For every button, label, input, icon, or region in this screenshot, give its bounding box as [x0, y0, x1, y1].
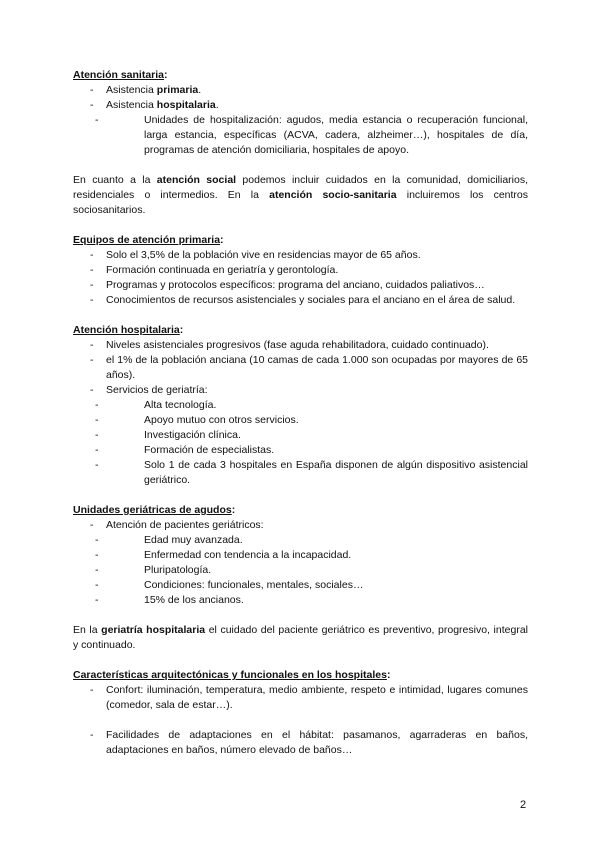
- text: Asistencia: [106, 99, 157, 111]
- bold-text: atención social: [156, 174, 237, 186]
- bullet-list: [73, 83, 528, 158]
- list-item: - Programas y protocolos específicos: programa del anciano, cuidados paliativos…: [73, 278, 528, 293]
- bullet-list: [73, 518, 528, 608]
- heading-text: Equipos de atención primaria: [73, 234, 221, 246]
- list-item: - Confort: iluminación, temperatura, medio ambiente, respeto e intimidad, lugares comunes (comedor, sala de estar…).: [73, 683, 528, 713]
- text: Asistencia: [106, 84, 157, 96]
- section-atencion-sanitaria: [73, 68, 528, 158]
- text: incluiremos los centros sociosanitarios.: [73, 189, 529, 216]
- document-page: [73, 68, 528, 773]
- paragraph: [73, 173, 528, 218]
- bold-text: geriatría hospitalaria: [101, 624, 206, 636]
- text: .: [198, 84, 202, 96]
- list-spacer: [73, 713, 528, 728]
- sub-list-item: - Apoyo mutuo con otros servicios.: [73, 413, 528, 428]
- heading-text: Unidades geriátricas de agudos: [73, 504, 232, 516]
- sub-list-item: - Alta tecnología.: [73, 398, 528, 413]
- text: Servicios de geriatría:: [106, 384, 208, 396]
- list-item: [73, 383, 528, 488]
- paragraph-geriatria-hospitalaria: [73, 623, 528, 653]
- text: .: [215, 99, 219, 111]
- list-item: [73, 518, 528, 608]
- section-heading: Unidades geriátricas de agudos:: [73, 504, 236, 516]
- list-item: - Formación continuada en geriatría y gerontología.: [73, 263, 528, 278]
- paragraph-atencion-social: [73, 173, 528, 218]
- section-heading: Equipos de atención primaria:: [73, 234, 224, 246]
- list-item: - el 1% de la población anciana (10 camas de cada 1.000 son ocupadas por mayores de 65 años).: [73, 353, 528, 383]
- bullet-list: [73, 683, 528, 758]
- sub-list-item: - Enfermedad con tendencia a la incapacidad.: [73, 548, 528, 563]
- text: el cuidado del paciente geriátrico es preventivo, progresivo, integral y continuado.: [73, 624, 528, 651]
- section-heading: Atención hospitalaria:: [73, 324, 184, 336]
- section-equipos-atencion-primaria: [73, 233, 528, 308]
- bold-text: atención socio-sanitaria: [269, 189, 397, 201]
- paragraph: [73, 623, 528, 653]
- list-item: - Niveles asistenciales progresivos (fase aguda rehabilitadora, cuidado continuado).: [73, 338, 528, 353]
- list-item: [73, 98, 528, 158]
- section-unidades-geriatricas-agudos: [73, 503, 528, 608]
- heading-text: Atención sanitaria: [73, 69, 165, 81]
- page-number: 2: [520, 799, 527, 811]
- text: En la: [73, 624, 102, 636]
- sub-list-item: - Edad muy avanzada.: [73, 533, 528, 548]
- list-item: [73, 83, 528, 98]
- text: Atención de pacientes geriátricos:: [106, 519, 264, 531]
- sub-list: [106, 113, 528, 158]
- section-heading: Características arquitectónicas y funcionales en los hospitales:: [73, 669, 391, 681]
- list-item: - Conocimientos de recursos asistenciales y sociales para el anciano en el área de salud.: [73, 293, 528, 308]
- text: En cuanto a la: [73, 174, 157, 186]
- list-item: - Facilidades de adaptaciones en el hábitat: pasamanos, agarraderas en baños, adaptaciones en baños, número elevado de baños…: [73, 728, 528, 758]
- section-heading: Atención sanitaria:: [73, 69, 168, 81]
- section-atencion-hospitalaria: [73, 323, 528, 488]
- sub-list-item: - 15% de los ancianos.: [73, 593, 528, 608]
- sub-list-item: - Unidades de hospitalización: agudos, media estancia o recuperación funcional, larga estancia, específicas (ACVA, cadera, alzheimer…), hospitales de día, programas de atención domiciliaria, hospitales de apoyo.: [73, 113, 528, 158]
- heading-text: Atención hospitalaria: [73, 324, 180, 336]
- list-item: - Solo el 3,5% de la población vive en residencias mayor de 65 años.: [73, 248, 528, 263]
- sub-list: [73, 398, 528, 488]
- bold-text: primaria: [156, 84, 199, 96]
- sub-list-item: - Pluripatología.: [73, 563, 528, 578]
- bullet-list: [73, 248, 528, 308]
- section-caracteristicas-hospitales: [73, 668, 528, 758]
- bullet-list: [73, 338, 528, 488]
- sub-list: [73, 533, 528, 608]
- bold-text: hospitalaria: [156, 99, 216, 111]
- heading-text: Características arquitectónicas y funcionales en los hospitales: [73, 669, 387, 681]
- sub-list-item: - Solo 1 de cada 3 hospitales en España disponen de algún dispositivo asistencial geriátrico.: [73, 458, 528, 488]
- sub-list-item: - Condiciones: funcionales, mentales, sociales…: [73, 578, 528, 593]
- sub-list-item: - Formación de especialistas.: [73, 443, 528, 458]
- sub-list-item: - Investigación clínica.: [73, 428, 528, 443]
- text: podemos incluir cuidados en la comunidad, domiciliarios, residenciales o intermedios. En la: [73, 174, 528, 201]
